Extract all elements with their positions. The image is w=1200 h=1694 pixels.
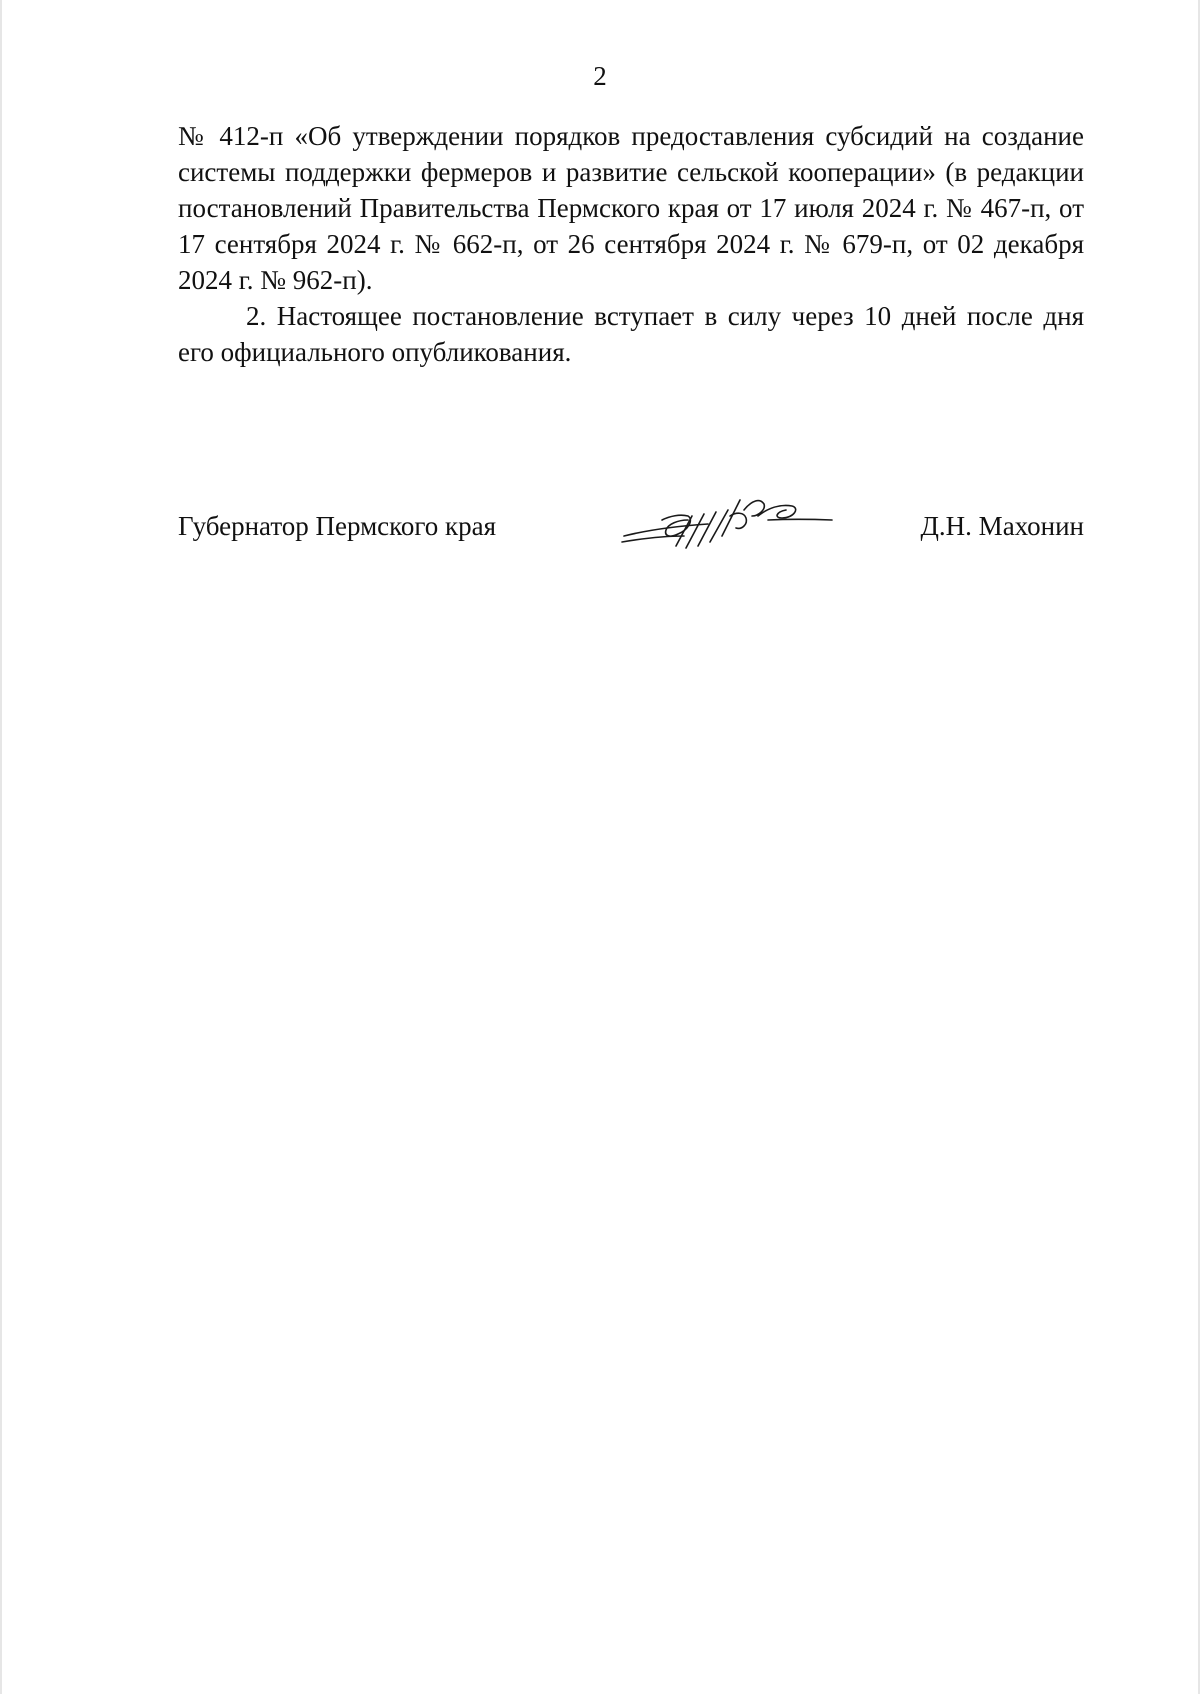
paragraph-continuation: № 412-п «Об утверждении порядков предоставления субсидий на создание системы поддержки фермеров и развитие сельской кооперации» (в редакции постановлений Правительства Пермского края от 17 июля 2024 г. № 467-п, от 17 сентября 2024 г. № 662-п, от 26 сентября 2024 г. № 679-п, от 02 декабря 2024 г. № 962-п). (178, 121, 1084, 295)
signatory-name: Д.Н. Махонин (920, 511, 1084, 541)
scan-left-edge (0, 0, 2, 1694)
page-number: 2 (593, 61, 607, 91)
paragraph-effective-date: 2. Настоящее постановление вступает в силу через 10 дней после дня его официального опубликования. (178, 301, 1084, 367)
signatory-position: Губернатор Пермского края (178, 511, 497, 541)
document-body (178, 118, 1084, 370)
signature-block (178, 508, 1084, 568)
handwritten-signature-icon (618, 486, 838, 562)
